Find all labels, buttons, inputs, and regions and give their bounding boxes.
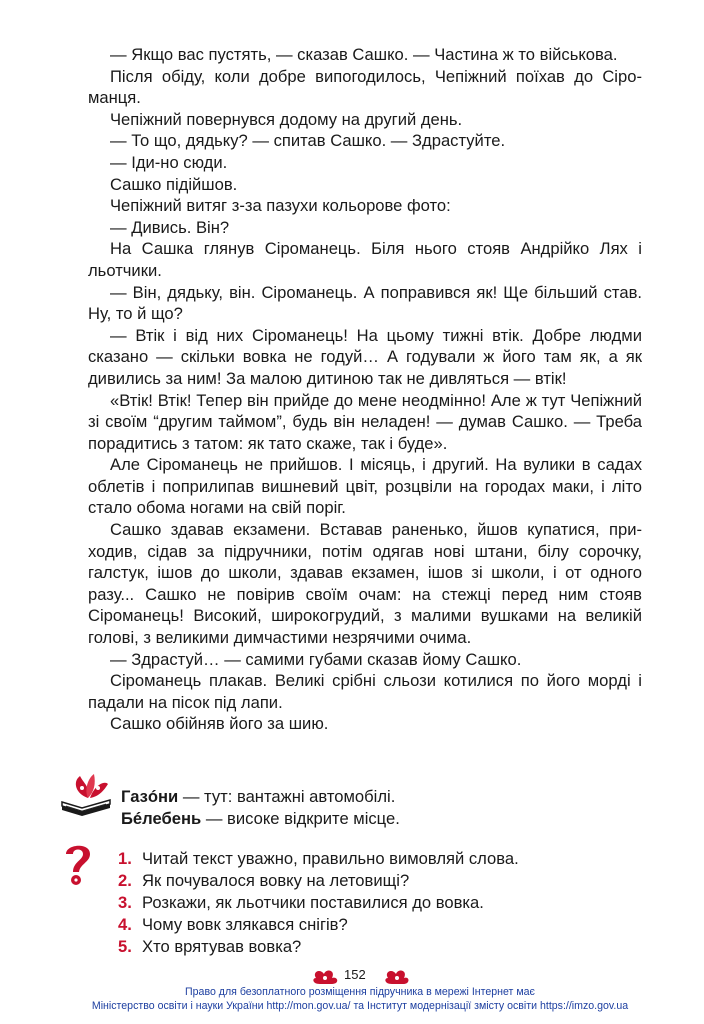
paragraph: Сашко здавав екзамени. Вставав раненько, йшов купатися, приходив, сідав за підручники, потім одягав нові штани, білу сорочку, галстук, ішов до школи, здавав екзамен, ішов зі школи, і от одного разу... Сашко не повірив своїм очам: на стежці перед ним стояв Сіроманець! Високий, широкогрудий, з малими вушками на великій голові, з великими димчастими незрячими очима. [88,520,642,648]
question-text: Читай текст уважно, правильно вимовляй слова. [142,849,519,868]
paragraph: — Втік і від них Сіроманець! На цьому тижні втік. Добре людми сказано — скільки вовка не годуй… А годували ж його там як, а як дивились за ним! За малою дитиною так не дивляться — втік! [88,325,642,388]
page-number-ornament [310,966,410,986]
glossary-definition: — високе відкрите місце. [201,809,400,828]
paragraph: — То що, дядьку? — спитав Сашко. — Здрастуйте. [110,131,506,151]
question-number: 5. [118,937,132,956]
book-icon [58,770,114,818]
question-number: 4. [118,915,132,934]
glossary-term: Бéлебень [121,809,202,828]
paragraph: Чепіжний витяг з-за пазухи кольорове фото: [110,196,451,216]
footer-line: Право для безоплатного розміщення підручника в мережі Інтернет має [185,986,535,998]
paragraph: Сашко підійшов. [110,174,238,194]
question-item [118,936,638,958]
question-item [118,848,638,870]
story-text [88,44,642,735]
paragraph: — Якщо вас пустять, — сказав Сашко. — Частина ж то військова. [110,45,618,64]
question-number: 3. [118,893,132,912]
paragraph: Але Сіроманець не прийшов. І місяць, і другий. На вулики в садах облетів і поприлипав вишневий цвіт, розцвіли на городах маки, і літо стало обома ногами на свій поріг. [88,455,642,518]
paragraph: Сіроманець плакав. Великі срібні сльози котилися по його морді і падали на пісок під лапи. [88,671,642,712]
questions-list [118,848,638,958]
paragraph: «Втік! Втік! Тепер він прийде до мене неодмінно! Але ж тут Чепіжний зі своїм “другим таймом”, будь він неладен! — думав Сашко. — Треба порадитись з татом: як тато скаже, так і буде». [88,390,642,453]
paragraph: На Сашка глянув Сіроманець. Біля нього стояв Андрійко Лях і льотчики. [88,239,642,280]
paragraph: — Він, дядьку, він. Сіроманець. А поправився як! Ще більший став. Ну, то й що? [88,282,642,324]
glossary-item [121,786,641,808]
question-text: Чому вовк злякався снігів? [142,915,348,934]
question-number: 1. [118,849,132,868]
question-number: 2. [118,871,132,890]
glossary-term: Газóни [121,787,179,806]
glossary-item [121,808,641,830]
paragraph: Сашко обійняв його за шию. [110,714,329,734]
paragraph: — Іди-но сюди. [110,152,228,172]
question-text: Хто врятував вовка? [142,937,302,956]
page-number: 152 [344,967,366,982]
paragraph: Чепіжний повернувся додому на другий день. [110,109,463,129]
footer-line: Міністерство освіти і науки України http://mon.gov.ua/ та Інститут модернізації змісту освіти https://imzo.gov.ua [91,1000,629,1012]
question-text: Розкажи, як льотчики поставилися до вовка. [142,893,484,912]
question-item [118,914,638,936]
glossary-definition: — тут: вантажні автомобілі. [178,787,396,806]
question-mark-icon [58,840,98,890]
paragraph: Після обіду, коли добре випогодилось, Чепіжний поїхав до Сіроманця. [88,66,642,108]
question-text: Як почувалося вовку на летовищі? [142,871,410,890]
footer [60,985,660,1013]
glossary [121,786,641,830]
question-item [118,892,638,914]
paragraph: — Здрастуй… — самими губами сказав йому Сашко. [110,649,522,669]
question-item [118,870,638,892]
paragraph: — Дивись. Він? [110,217,230,237]
